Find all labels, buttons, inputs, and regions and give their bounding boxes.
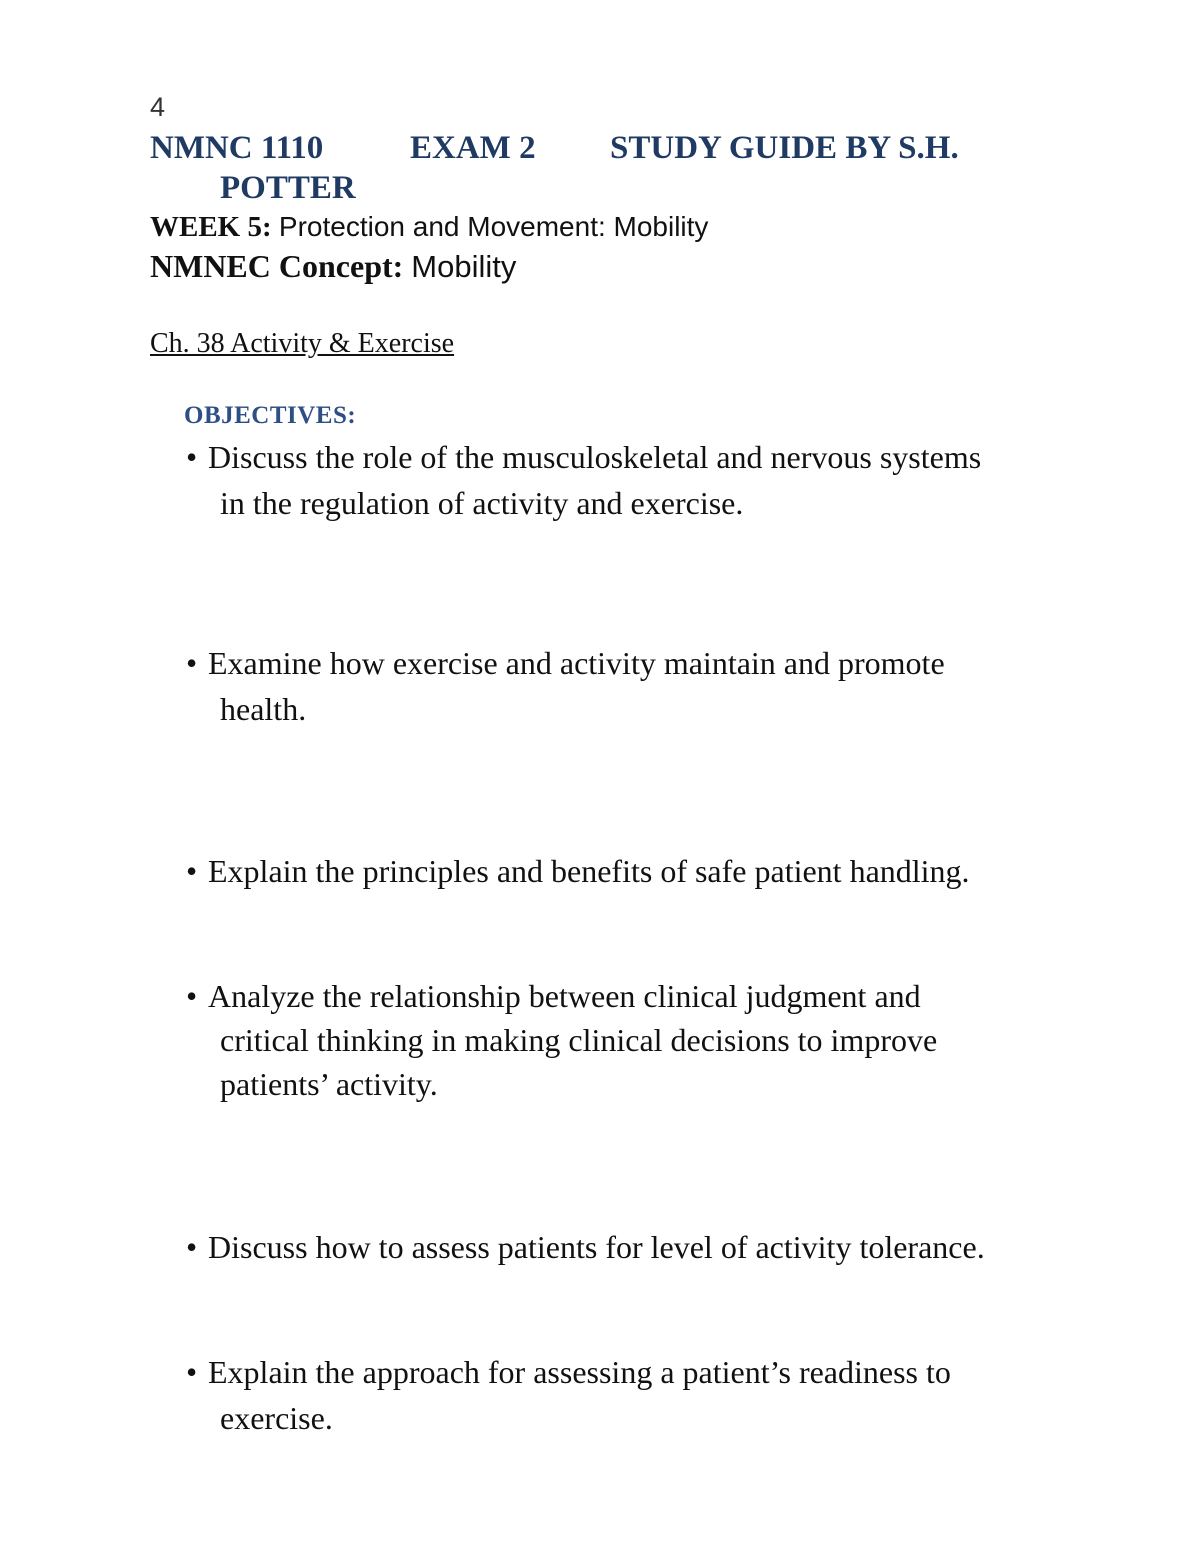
- bullet-icon: •: [186, 1354, 198, 1390]
- bullet-icon: •: [186, 978, 198, 1014]
- objective-item: [186, 848, 1066, 894]
- objective-item: [186, 974, 1066, 1106]
- concept-line: [150, 248, 516, 285]
- bullet-icon: •: [186, 439, 198, 475]
- week-topic: Protection and Movement: Mobility: [278, 211, 709, 242]
- objective-item: [186, 640, 1066, 732]
- objective-item: [186, 434, 1066, 526]
- objective-text: exercise.: [220, 1400, 333, 1436]
- objective-text: Explain the principles and benefits of safe patient handling.: [208, 853, 970, 889]
- course-code: NMNC 1110: [150, 130, 324, 166]
- study-guide-author-continued: POTTER: [220, 170, 356, 206]
- objective-text: critical thinking in making clinical decisions to improve: [220, 1022, 938, 1058]
- week-line: [150, 211, 708, 244]
- bullet-icon: •: [186, 645, 198, 681]
- objective-item: [186, 1349, 1066, 1441]
- objectives-heading: OBJECTIVES:: [184, 402, 357, 429]
- bullet-icon: •: [186, 1229, 198, 1265]
- objective-text: Discuss how to assess patients for level of activity tolerance.: [208, 1229, 985, 1265]
- objective-text: Discuss the role of the musculoskeletal and nervous systems: [208, 439, 982, 475]
- objective-text: Explain the approach for assessing a patient’s readiness to: [208, 1354, 951, 1390]
- objective-text: Analyze the relationship between clinical judgment and: [208, 978, 921, 1014]
- exam-label: EXAM 2: [410, 130, 536, 166]
- objective-item: [186, 1224, 1066, 1270]
- objective-text: health.: [220, 691, 307, 727]
- objective-text: patients’ activity.: [220, 1066, 438, 1102]
- page-number: 4: [150, 92, 166, 122]
- chapter-heading: Ch. 38 Activity & Exercise: [150, 328, 455, 359]
- week-label: WEEK 5:: [150, 211, 272, 243]
- concept-label: NMNEC Concept:: [150, 248, 404, 284]
- concept-value: Mobility: [411, 249, 517, 284]
- study-guide-author: STUDY GUIDE BY S.H.: [610, 130, 959, 166]
- objective-text: in the regulation of activity and exercise.: [220, 485, 744, 521]
- bullet-icon: •: [186, 853, 198, 889]
- objective-text: Examine how exercise and activity maintain and promote: [208, 645, 945, 681]
